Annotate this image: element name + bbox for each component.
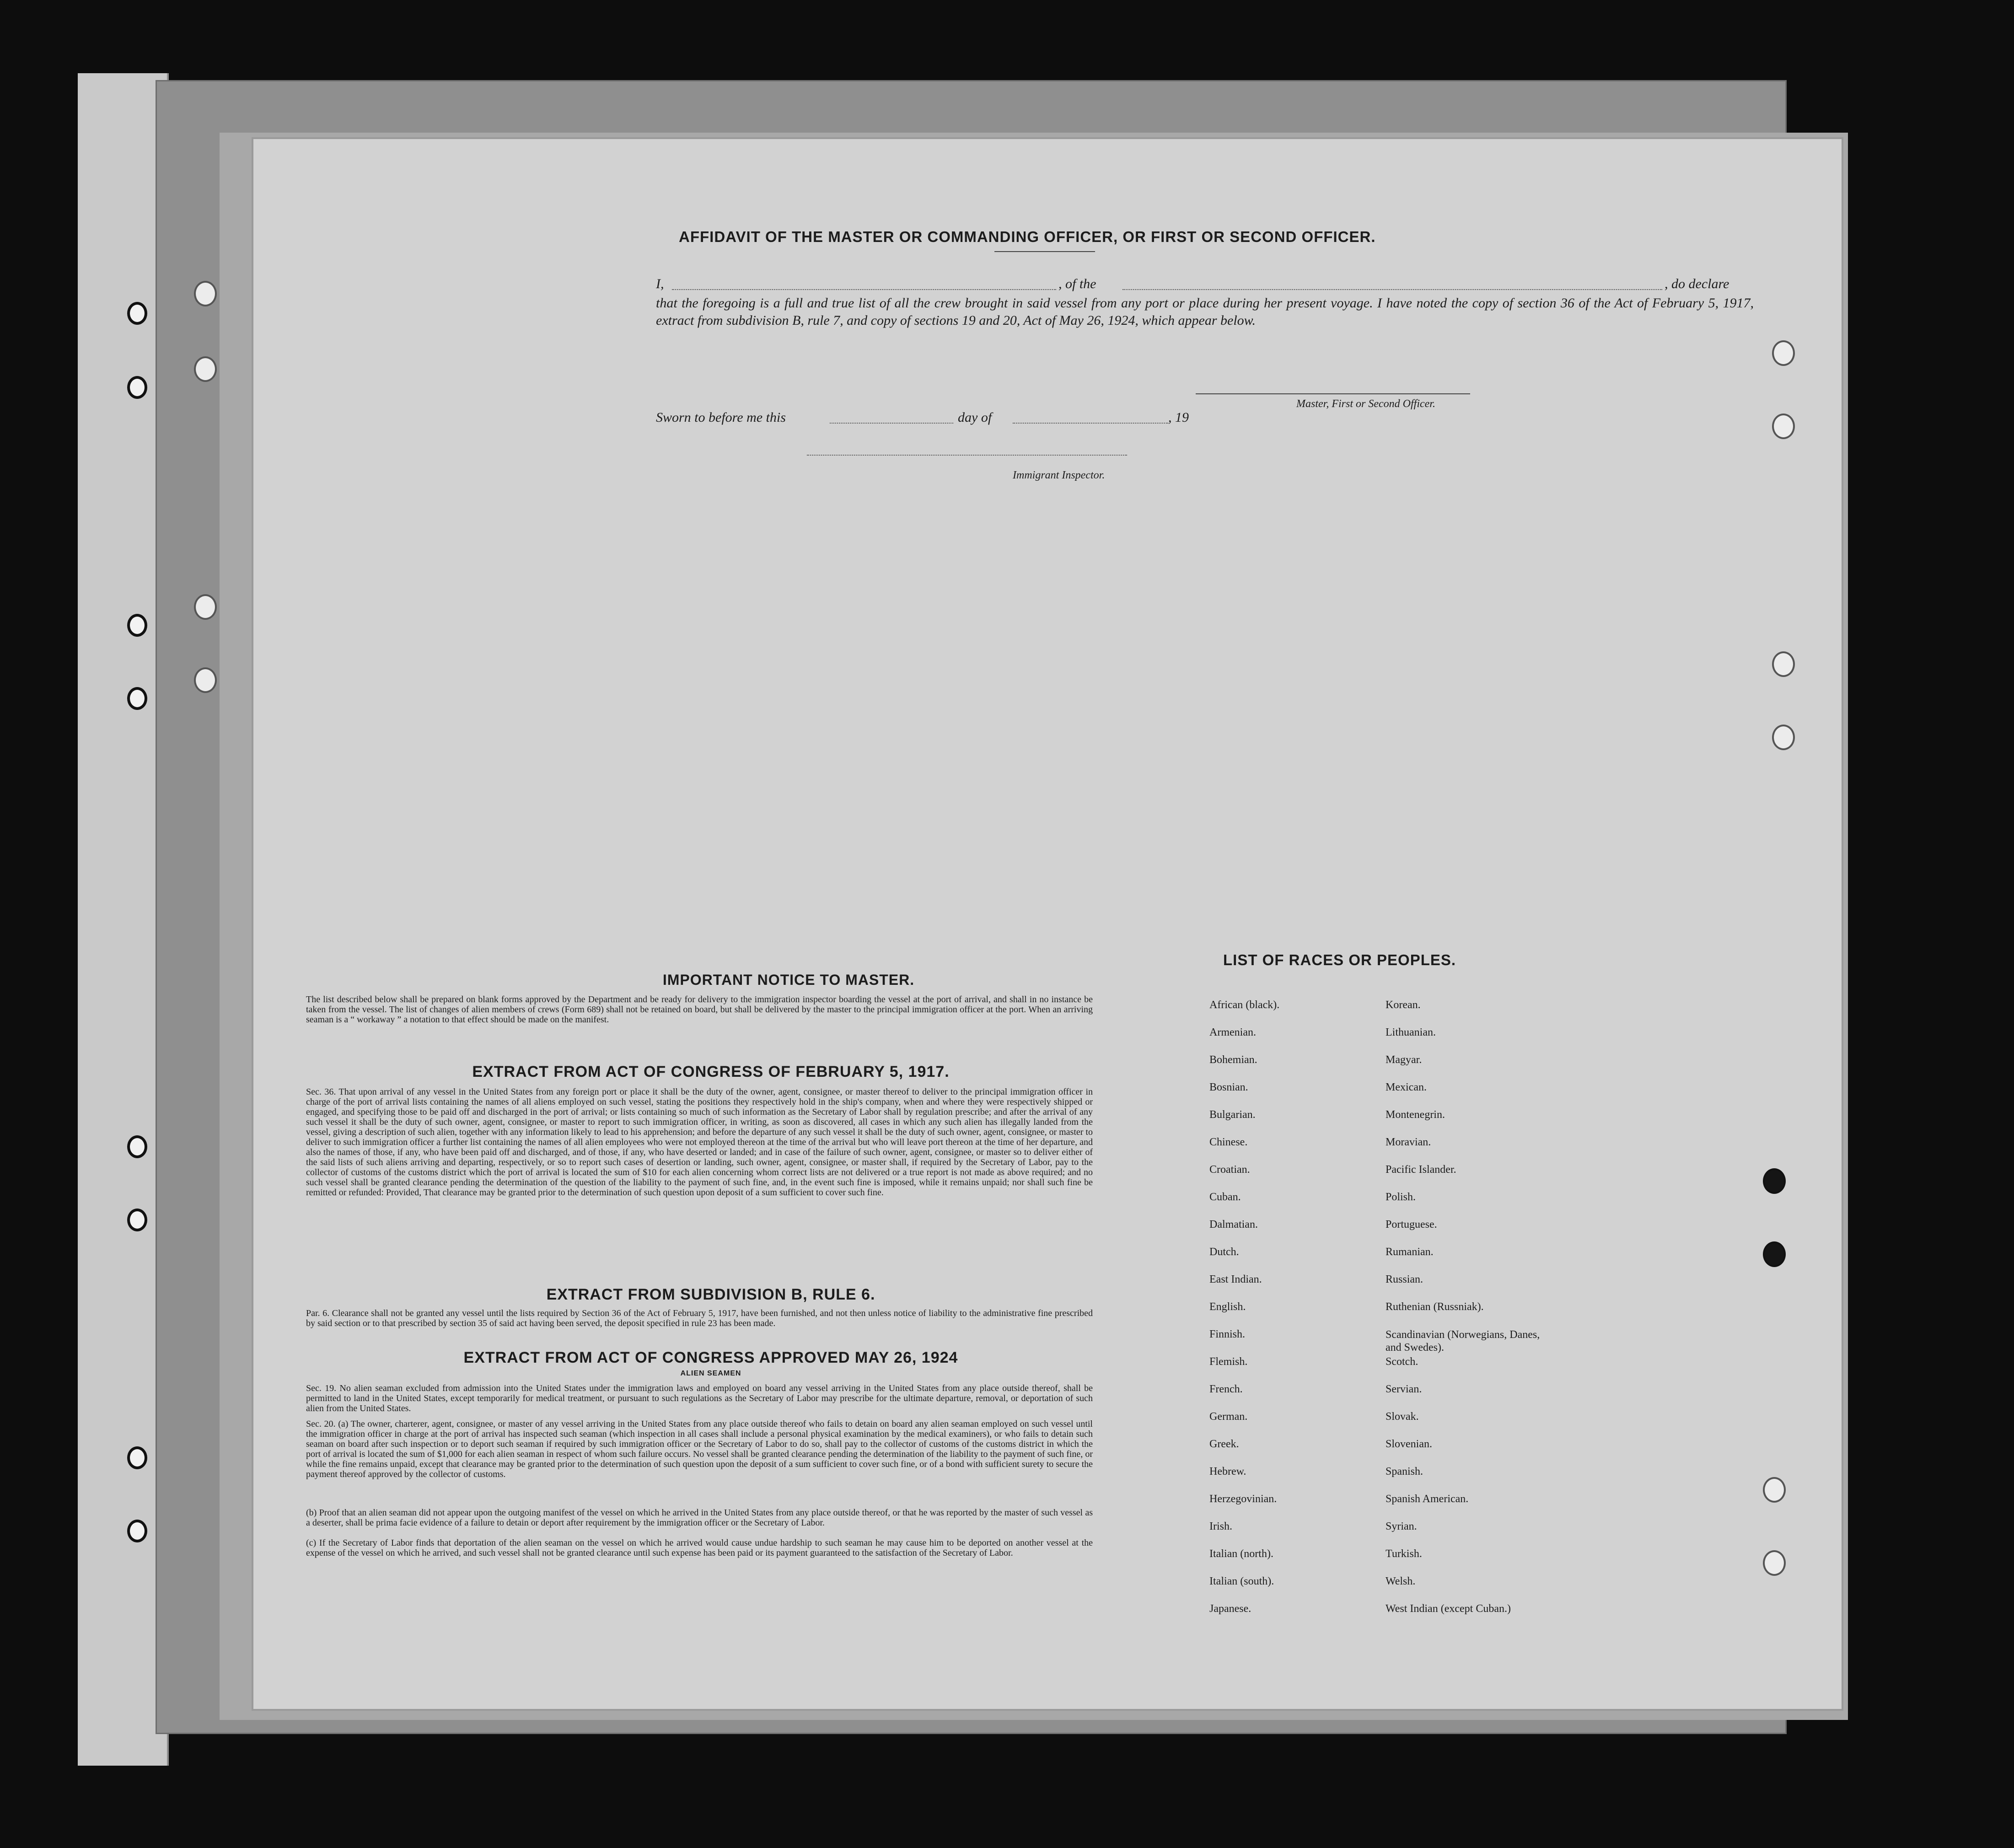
page-hole: [1772, 651, 1795, 677]
binding-hole: [127, 302, 147, 325]
race-item: Ruthenian (Russniak).: [1386, 1301, 1484, 1313]
page-hole: [194, 594, 217, 620]
race-item: Russian.: [1386, 1273, 1423, 1285]
extract-1917-body: Sec. 36. That upon arrival of any vessel in the United States from any foreign port or place it shall be the duty of the owner, agent, consignee, or master thereof to deliver to the principal immigration officer in charge of the port of arrival lists containing the names of all aliens employed on such vessel, stating the positions they respectively hold in the ship's company, when and where they were respectively shipped or engaged, and specifying those to be paid off and discharged in the port of arrival; or lists containing so much of such information as the Secretary of Labor shall by regulation prescribe; and after the arrival of any such vessel it shall be the duty of such owner, agent, consignee, or master to report to such immigration officer, in writing, as soon as discovered, all cases in which any such alien has illegally landed from the vessel, giving a description of such alien, together with any information likely to lead to his apprehension; and before the departure of any such vessel it shall be the duty of such owner, agent, consignee, or master to deliver to such immigration officer a further list containing the names of all alien employees who were not employed thereon at the time of the arrival but who will leave port thereon at the time of her departure, and also the names of those, if any, who have been paid off and discharged, and of those, if any, who have deserted or landed; and in case of the failure of such owner, agent, consignee, or master so to deliver either of the said lists of such aliens arriving and departing, respectively, or so to report such cases of desertion or landing, such owner, agent, consignee, or master shall, if required by the Secretary of Labor, pay to the collector of customs of the customs district which the port of arrival is located the sum of $10 for each alien concerning whom correct lists are not delivered or a true report is not made as above required; and no such vessel shall be granted clearance pending the determination of the question of the liability to the payment of such fine, and, in the event such fine is imposed, while it remains unpaid; nor shall such fine be remitted or refunded: Provided, That clearance may be granted prior to the determination of such question upon deposit of a sum sufficient to cover such fine.: [306, 1087, 1093, 1198]
page-hole: [1772, 340, 1795, 366]
race-item: Bohemian.: [1209, 1054, 1257, 1066]
page-hole: [1772, 414, 1795, 439]
race-item: Chinese.: [1209, 1136, 1248, 1148]
rule6-body: Par. 6. Clearance shall not be granted any vessel until the lists required by Section 36 of the Act of February 5, 1917, have been furnished, and not then unless notice of liability to the administrative fine prescribed by said section or to that prescribed by section 35 of said act having been served, the deposit specified in rule 23 has been made.: [306, 1308, 1093, 1328]
race-item: Dalmatian.: [1209, 1219, 1258, 1230]
page-hole: [194, 281, 217, 306]
day-of-label: day of: [958, 410, 992, 425]
rule6-heading: EXTRACT FROM SUBDIVISION B, RULE 6.: [546, 1286, 875, 1303]
inspector-caption: Immigrant Inspector.: [1013, 469, 1105, 481]
binding-hole: [127, 376, 147, 399]
race-item: Armenian.: [1209, 1026, 1256, 1038]
race-item: Greek.: [1209, 1438, 1239, 1450]
race-item: Slovak.: [1386, 1411, 1419, 1423]
race-item: West Indian (except Cuban.): [1386, 1603, 1511, 1615]
race-item: Magyar.: [1386, 1054, 1422, 1066]
binding-hole: [127, 1446, 147, 1469]
race-item: Polish.: [1386, 1191, 1416, 1203]
page-hole: [1772, 725, 1795, 750]
year-prefix: , 19: [1168, 410, 1189, 425]
notice-heading: IMPORTANT NOTICE TO MASTER.: [662, 972, 915, 988]
page-hole: [1763, 1168, 1786, 1194]
binding-hole: [127, 687, 147, 710]
race-item: English.: [1209, 1301, 1246, 1313]
signature-line: [1196, 393, 1470, 394]
day-blank: [830, 423, 953, 424]
race-item: Italian (south).: [1209, 1575, 1274, 1587]
race-item: Irish.: [1209, 1520, 1232, 1532]
race-item: Pacific Islander.: [1386, 1164, 1456, 1176]
sec19-text: Sec. 19. No alien seaman excluded from admission into the United States under the immigration laws and employed on board any vessel arriving in the United States from any place outside thereof, shall be permitted to land in the United States, except temporarily for medical treatment, or pursuant to such regulations as the Secretary of Labor may prescribe for the ultimate departure, removal, or deportation of such alien from the United States.: [306, 1383, 1093, 1413]
inspector-signature-line: [807, 455, 1127, 456]
extract-1917-heading: EXTRACT FROM ACT OF CONGRESS OF FEBRUARY 5, 1917.: [472, 1063, 950, 1080]
race-item: Spanish American.: [1386, 1493, 1469, 1505]
race-item: Italian (north).: [1209, 1548, 1273, 1560]
race-item: Korean.: [1386, 999, 1421, 1011]
race-item: Hebrew.: [1209, 1466, 1246, 1477]
binding-hole: [127, 614, 147, 637]
affidavit-i-label: I,: [656, 276, 664, 291]
race-item: Slovenian.: [1386, 1438, 1432, 1450]
race-item: Spanish.: [1386, 1466, 1423, 1477]
page-hole: [194, 667, 217, 693]
race-item: Herzegovinian.: [1209, 1493, 1277, 1505]
sec20a-text: Sec. 20. (a) The owner, charterer, agent, consignee, or master of any vessel arriving in the United States from any place outside thereof who fails to detain on board any alien seaman employed on such vessel until the immigration officer in charge at the port of arrival has inspected such seaman (which inspection in all cases shall include a personal physical examination by the medical examiners), or who fails to detain such seaman on board after such inspection or to deport such seaman if required by such immigration officer or the Secretary of Labor to do so, shall pay to the collector of customs of the customs district in which the port of arrival is located the sum of $1,000 for each alien seaman in respect of whom such failure occurs. No vessel shall be granted clearance pending the determination of the liability to the payment of such fine, or while the fine remains unpaid, except that clearance may be granted prior to the determination of such question upon the deposit of a sum sufficient to cover such fine, or of a bond with sufficient surety to secure the payment thereof approved by the collector of customs.: [306, 1419, 1093, 1479]
name-blank: [672, 289, 1056, 290]
race-item: Montenegrin.: [1386, 1109, 1445, 1121]
race-item: Japanese.: [1209, 1603, 1251, 1615]
page-hole: [194, 356, 217, 382]
race-item: Portuguese.: [1386, 1219, 1437, 1230]
affidavit-heading: AFFIDAVIT OF THE MASTER OR COMMANDING OFFICER, OR FIRST OR SECOND OFFICER.: [679, 228, 1376, 245]
affidavit-body: that the foregoing is a full and true list of all the crew brought in said vessel from any port or place during her present voyage. I have noted the copy of section 36 of the Act of February 5, 1917, extract from subdivision B, rule 7, and copy of sections 19 and 20, Act of May 26, 1924, which appear below.: [656, 295, 1754, 328]
binding-hole: [127, 1209, 147, 1231]
sec20b-text: (b) Proof that an alien seaman did not appear upon the outgoing manifest of the vessel on which he arrived in the United States from any place outside thereof, or that he was reported by the master of such vessel as a deserter, shall be prima facie evidence of a failure to detain or deport after requirement by the immigration officer or the Secretary of Labor.: [306, 1508, 1093, 1528]
race-item: Servian.: [1386, 1383, 1422, 1395]
race-item: Scotch.: [1386, 1356, 1418, 1368]
page-hole: [1763, 1550, 1786, 1576]
race-item: Turkish.: [1386, 1548, 1422, 1560]
race-item: Lithuanian.: [1386, 1026, 1436, 1038]
sworn-label: Sworn to before me this: [656, 410, 786, 425]
alien-seamen-subheading: ALIEN SEAMEN: [680, 1370, 741, 1377]
binding-hole: [127, 1135, 147, 1158]
race-item: French.: [1209, 1383, 1243, 1395]
vessel-blank: [1122, 289, 1662, 290]
race-item: African (black).: [1209, 999, 1280, 1011]
races-heading: LIST OF RACES OR PEOPLES.: [1223, 951, 1456, 968]
race-item: East Indian.: [1209, 1273, 1262, 1285]
race-item: Moravian.: [1386, 1136, 1431, 1148]
extract-1924-heading: EXTRACT FROM ACT OF CONGRESS APPROVED MAY 26, 1924: [463, 1349, 958, 1366]
race-item: Mexican.: [1386, 1081, 1427, 1093]
race-item: Welsh.: [1386, 1575, 1416, 1587]
race-item: Flemish.: [1209, 1356, 1248, 1368]
race-item: Cuban.: [1209, 1191, 1241, 1203]
manifest-page: [252, 137, 1843, 1711]
race-item: Bulgarian.: [1209, 1109, 1256, 1121]
page-hole: [1763, 1241, 1786, 1267]
divider: [994, 251, 1095, 252]
race-item: Rumanian.: [1386, 1246, 1434, 1258]
master-caption: Master, First or Second Officer.: [1296, 398, 1435, 410]
race-item: Syrian.: [1386, 1520, 1417, 1532]
race-item: Dutch.: [1209, 1246, 1239, 1258]
race-item: German.: [1209, 1411, 1248, 1423]
sec20c-text: (c) If the Secretary of Labor finds that deportation of the alien seaman on the vessel on which he arrived would cause undue hardship to such seaman he may cause him to be deported on another vessel at the expense of the vessel on which he arrived, and such vessel shall not be granted clearance until such expense has been paid or its payment guaranteed to the satisfaction of the Secretary of Labor.: [306, 1538, 1093, 1558]
race-item: Finnish.: [1209, 1328, 1246, 1340]
race-item: Scandinavian (Norwegians, Danes, and Swedes).: [1386, 1329, 1540, 1354]
race-item: Bosnian.: [1209, 1081, 1248, 1093]
affidavit-do-declare: , do declare: [1665, 276, 1729, 291]
month-blank: [1013, 423, 1168, 424]
notice-body: The list described below shall be prepared on blank forms approved by the Department and be ready for delivery to the immigration inspector boarding the vessel at the port of arrival, and shall in no instance be taken from the vessel. The list of changes of alien members of crews (Form 689) shall not be retained on board, but shall be delivered by the master to the principal immigration officer at the port. When an arriving seaman is a “ workaway ” a notation to that effect should be made on the manifest.: [306, 994, 1093, 1025]
binding-hole: [127, 1520, 147, 1542]
affidavit-of-the: , of the: [1058, 276, 1096, 291]
race-item: Croatian.: [1209, 1164, 1250, 1176]
page-hole: [1763, 1477, 1786, 1503]
